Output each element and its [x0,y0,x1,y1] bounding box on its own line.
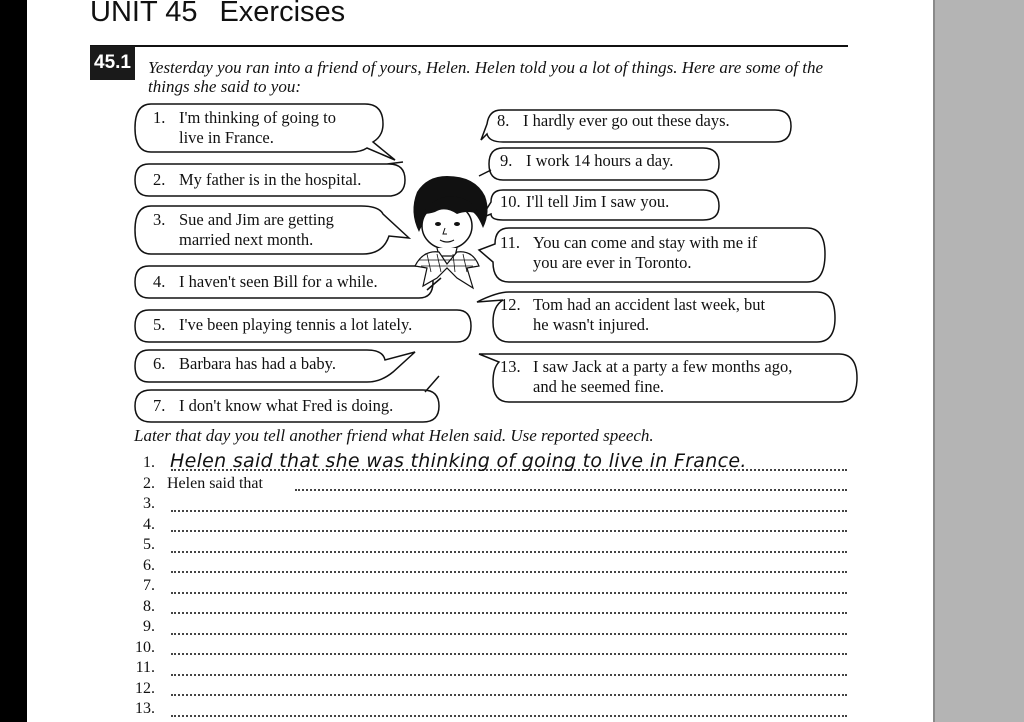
answer-line[interactable] [171,510,847,512]
answer-line[interactable] [171,715,847,717]
bubble-3: 3. Sue and Jim are getting married next month. [153,210,334,249]
helen-illustration [413,176,487,288]
unit-number: UNIT 45 [90,0,198,28]
bubble-4: 4. I haven't seen Bill for a while. [153,272,378,291]
bubble-9: 9. I work 14 hours a day. [500,151,674,170]
bubble-13: 13. I saw Jack at a party a few months ago, and he seemed fine. [500,357,793,396]
bubble-8: 8. I hardly ever go out these days. [497,111,730,130]
unit-heading: Exercises [219,0,346,28]
answer-row-8[interactable]: 8. [127,596,847,617]
answer-line[interactable] [171,530,847,532]
worksheet-page [27,0,933,722]
bubble-1: 1. I'm thinking of going to live in France. [153,108,336,147]
answer-line[interactable] [171,551,847,553]
answer-row-12[interactable]: 12. [127,678,847,699]
answer-row-7[interactable]: 7. [127,575,847,596]
panel-edge [933,0,935,722]
answer-row-6[interactable]: 6. [127,555,847,576]
answer-lines [127,452,847,719]
answer-line[interactable] [171,592,847,594]
exercise-instruction: Yesterday you ran into a friend of yours, Helen. Helen told you a lot of things. Here are some of the things she said to you: [148,58,824,96]
answer-row-10[interactable]: 10. [127,637,847,658]
answer-row-9[interactable]: 9. [127,616,847,637]
exercise-instruction-2: Later that day you tell another friend what Helen said. Use reported speech. [134,426,654,445]
exercise-number-badge: 45.1 [90,46,135,80]
answer-row-13[interactable]: 13. [127,698,847,719]
handwritten-answer: Helen said that she was thinking of going to live in France. [170,450,747,472]
answer-line[interactable] [171,694,847,696]
answer-line[interactable] [171,633,847,635]
bubble-12: 12. Tom had an accident last week, but he wasn't injured. [500,295,766,334]
bubble-10: 10. I'll tell Jim I saw you. [500,192,670,211]
answer-row-2[interactable]: 2. Helen said that [127,473,847,494]
answer-prefix: Helen said that [167,474,263,492]
bubble-2: 2. My father is in the hospital. [153,170,362,189]
answer-line[interactable] [171,674,847,676]
answer-line[interactable] [295,489,847,491]
answer-row-4[interactable]: 4. [127,514,847,535]
bubble-7: 7. I don't know what Fred is doing. [153,396,394,415]
bubble-5: 5. I've been playing tennis a lot lately. [153,315,413,334]
answer-row-1[interactable]: 1. Helen said that she was thinking of going to live in France. [127,452,847,473]
answer-line[interactable] [171,612,847,614]
answer-row-3[interactable]: 3. [127,493,847,514]
answer-line[interactable] [171,571,847,573]
side-panel [933,0,1024,722]
answer-line[interactable] [171,653,847,655]
bubble-6: 6. Barbara has had a baby. [153,354,336,373]
answer-row-11[interactable]: 11. [127,657,847,678]
bubble-11: 11. You can come and stay with me if you are ever in Toronto. [500,233,758,272]
answer-row-5[interactable]: 5. [127,534,847,555]
